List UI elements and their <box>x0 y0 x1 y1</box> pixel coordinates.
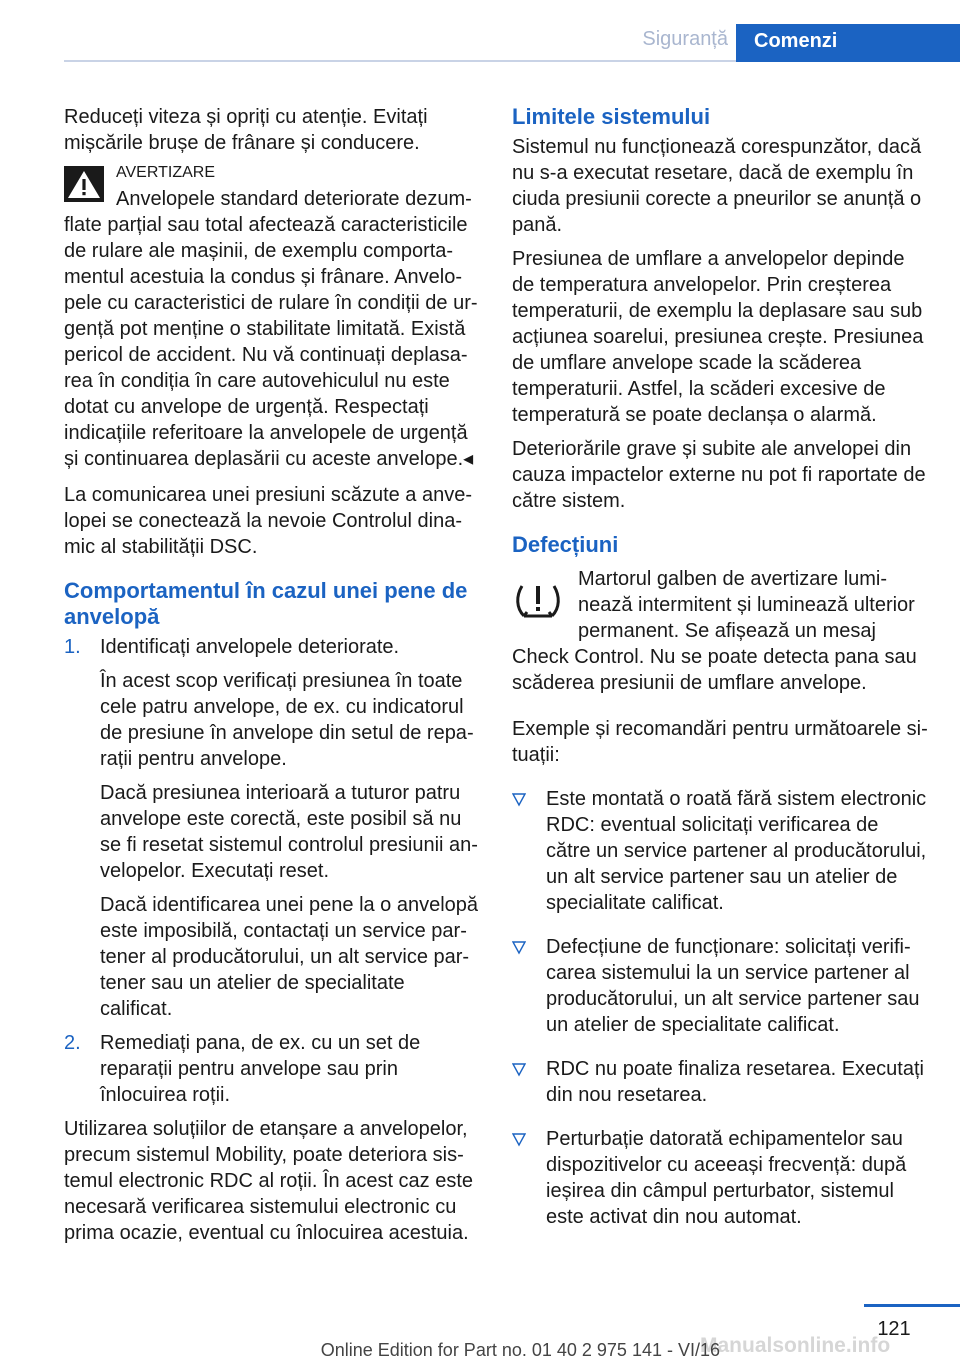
limits-paragraph-3: Deteriorările grave și subite ale anvelopei din cauza impactelor externe nu pot fi raportate de către sistem. <box>512 438 926 512</box>
step-paragraph: Dacă identificarea unei pene la o anvelopă este imposibilă, contactați un service partener al producătorului, un alt service partener sau un atelier de specialitate calificat. <box>100 894 479 1020</box>
step-paragraph: În acest scop verificați presiunea în toate cele patru anvelope, de ex. cu indicatorul de presiune în anvelope din setul de reparații pentru anvelope. <box>100 670 474 770</box>
steps-list <box>64 634 480 1108</box>
triangle-bullet-icon <box>512 934 526 960</box>
step-number: 1. <box>64 636 81 658</box>
warning-title: AVERTIZARE <box>116 164 215 181</box>
list-item-text: Este montată o roată fără sistem electronic RDC: eventual solicitați verificarea de către un service partener al producătorului, un alt service partener sau un atelier de specialitate calificat. <box>546 788 927 914</box>
intro-paragraph: Reduceți viteza și opriți cu atenție. Evitați mișcările brușe de frânare și conducere. <box>64 106 428 154</box>
list-item <box>512 1056 928 1108</box>
list-item-text: RDC nu poate finaliza resetarea. Executați din nou resetarea. <box>546 1058 924 1106</box>
step-number: 2. <box>64 1032 81 1054</box>
defects-block <box>512 566 928 696</box>
warning-text: Anvelopele standard deteriorate dezumflate parțial sau total afectează caracteristicile de rulare ale mașinii, de exemplu comportamentul acestuia la condus și frânare. Anvelopele cu caracteristici de rulare în condiții de urgență pot menține o stabilitate limitată. Există pericol de accident. Nu vă continuați deplasarea în condiția în care autovehiculul nu este dotat cu anvelope de urgență. Respectați indicațiile referitoare la anvelopele de urgență și continuarea deplasării cu aceste anvelope.◂ <box>64 188 478 470</box>
step-paragraph: Dacă presiunea interioară a tuturor patru anvelope este corectă, este posibil să nu se fi resetat sistemul controlul presiunii anvelopelor. Executați reset. <box>100 782 478 882</box>
warning-triangle-icon <box>64 166 104 202</box>
step-paragraph: Identificați anvelopele deteriorate. <box>100 636 400 658</box>
list-item-text: Perturbație datorată echipamentelor sau dispozitivelor cu aceeași frecvență: după ieșirea din câmpul perturbator, sistemul este activat din nou automat. <box>546 1128 907 1228</box>
flat-tire-heading: Comportamentul în cazul unei pene de anvelopă <box>64 578 468 629</box>
header-tab-label: Comenzi <box>736 24 960 62</box>
defects-heading: Defecțiuni <box>512 532 619 557</box>
triangle-bullet-icon <box>512 1126 526 1152</box>
step-item <box>64 1030 480 1108</box>
step-item <box>64 634 480 1022</box>
list-item-text: Defecțiune de funcționare: solicitați verificarea sistemului la un service partener al producătorului, un alt service partener sau un atelier de specialitate calificat. <box>546 936 920 1036</box>
header-section-label: Siguranță <box>642 28 728 50</box>
limits-paragraph-1: Sistemul nu funcționează corespunzător, dacă nu s-a executat resetare, dacă de exemplu în ciuda presiunii corecte a pneurilor se anunță o pană. <box>512 136 922 236</box>
left-column <box>64 104 480 1254</box>
defects-paragraph: Martorul galben de avertizare luminează intermitent și luminează ulterior permanent. Se afișează un mesaj Check Control. Nu se poate detecta pana sau scăderea presiunii de umflare anvelope. <box>512 568 917 694</box>
triangle-bullet-icon <box>512 1056 526 1082</box>
list-item <box>512 1126 928 1230</box>
examples-intro: Exemple și recomandări pentru următoarele situații: <box>512 718 928 766</box>
right-column <box>512 104 928 1248</box>
examples-list <box>512 786 928 1230</box>
step-paragraph: Remediați pana, de ex. cu un set de reparații pentru anvelope sau prin înlocuirea roții. <box>100 1032 421 1106</box>
list-item <box>512 934 928 1038</box>
edition-footer: Online Edition for Part no. 01 40 2 975 141 - VI/16 <box>320 1340 720 1360</box>
list-item <box>512 786 928 916</box>
footer-rule <box>864 1304 960 1307</box>
triangle-bullet-icon <box>512 786 526 812</box>
warning-block <box>64 164 480 472</box>
dsc-paragraph: La comunicarea unei presiuni scăzute a anvelopei se conectează la nevoie Controlul dinamic al stabilității DSC. <box>64 484 473 558</box>
sealant-paragraph: Utilizarea soluțiilor de etanșare a anvelopelor, precum sistemul Mobility, poate deteriora sistemul electronic RDC al roții. În acest caz este necesară verificarea sistemului electronic cu prima ocazie, eventual cu înlocuirea acestuia. <box>64 1118 474 1244</box>
tire-pressure-warning-icon <box>512 574 564 626</box>
watermark: Manualsonline.info <box>700 1334 891 1357</box>
limits-paragraph-2: Presiunea de umflare a anvelopelor depinde de temperatura anvelopelor. Prin creșterea temperaturii, de exemplu la deplasare sau sub acțiunea soarelui, presiunea crește. Presiunea de umflare anvelope scade la scăderea temperaturii. Astfel, la scăderi excesive de temperatură se poate declanșa o alarmă. <box>512 248 924 426</box>
limits-heading: Limitele sistemului <box>512 104 711 129</box>
page-number: 121 <box>877 1318 911 1340</box>
